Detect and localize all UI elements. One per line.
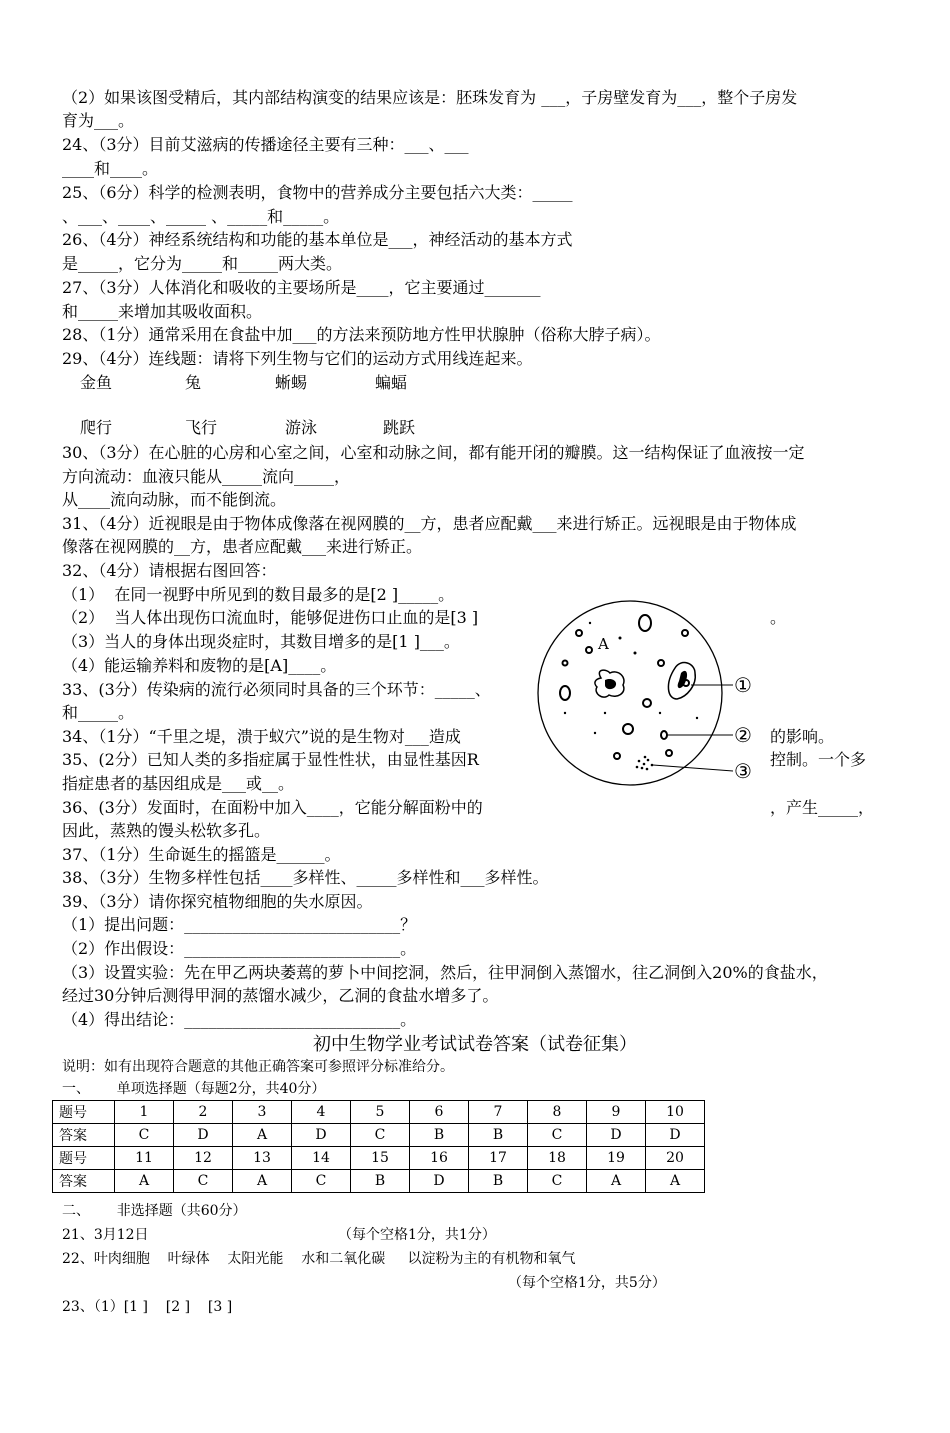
- table-cell: A: [587, 1170, 646, 1193]
- q28: 28、（1分）通常采用在食盐中加___的方法来预防地方性甲状腺肿（俗称大脖子病）。: [62, 325, 661, 344]
- red-cell: [563, 661, 568, 666]
- marker-2: ②: [734, 723, 752, 747]
- q27-line2: 和_____来增加其吸收面积。: [62, 302, 263, 321]
- q26-line2: 是_____，它分为_____和_____两大类。: [62, 254, 343, 273]
- table-cell: A: [646, 1170, 705, 1193]
- q39-item-4: （4）得出结论：___________________________。: [62, 1010, 417, 1029]
- table-cell: 19: [587, 1147, 646, 1170]
- table-cell: 20: [646, 1147, 705, 1170]
- answers-note: 说明：如有出现符合题意的其他正确答案可参照评分标准给分。: [62, 1059, 454, 1075]
- q29-motion-1: 爬行: [80, 418, 113, 437]
- q31-line2: 像落在视网膜的__方，患者应配戴___来进行矫正。: [62, 537, 423, 556]
- q32-item-3: （3）当人的身体出现炎症时，其数目增多的是[1 ]___。: [62, 632, 460, 651]
- q33-line2: 和_____。: [62, 703, 135, 722]
- table-cell: 11: [115, 1147, 174, 1170]
- q34-line1-end: 的影响。: [770, 727, 835, 746]
- table-cell: 5: [351, 1101, 410, 1124]
- table-cell: 3: [233, 1101, 292, 1124]
- red-cell: [682, 630, 688, 636]
- q39-item-1: （1）提出问题：___________________________？: [62, 915, 417, 934]
- table-cell: 10: [646, 1101, 705, 1124]
- table-cell: A: [233, 1170, 292, 1193]
- table-row: [53, 1124, 705, 1147]
- table-cell: 答案: [53, 1170, 115, 1193]
- table-cell: 题号: [53, 1101, 115, 1124]
- red-cell: [560, 686, 570, 700]
- q39-item-3-line2: 经过30分钟后测得甲洞的蒸馏水减少，乙洞的食盐水增多了。: [62, 986, 499, 1005]
- answer-22-score: （每个空格1分，共5分）: [508, 1275, 666, 1291]
- q36-line1-end: ，产生_____，: [770, 798, 875, 817]
- q35-line1: 35、(2分）已知人类的多指症属于显性性状，由显性基因R: [62, 750, 479, 769]
- table-row: [53, 1101, 705, 1124]
- red-cell: [643, 699, 651, 707]
- q29: 29、（4分）连线题：请将下列生物与它们的运动方式用线连起来。: [62, 349, 533, 368]
- table-cell: A: [233, 1124, 292, 1147]
- table-cell: D: [587, 1124, 646, 1147]
- table-cell: 16: [410, 1147, 469, 1170]
- red-cell: [586, 647, 592, 653]
- table-row: [53, 1170, 705, 1193]
- red-cell: [623, 724, 633, 734]
- q29-motion-3: 游泳: [285, 418, 318, 437]
- table-cell: C: [115, 1124, 174, 1147]
- red-cell: [661, 731, 667, 739]
- q32-item-1: （1） 在同一视野中所见到的数目最多的是[2 ]_____。: [62, 585, 455, 604]
- microscope-field-circle: [538, 601, 722, 785]
- red-cell: [639, 615, 651, 631]
- answer-table: [52, 1100, 705, 1193]
- q24-line1: 24、（3分）目前艾滋病的传播途径主要有三种：___、___: [62, 135, 469, 154]
- table-cell: B: [469, 1124, 528, 1147]
- table-cell: 18: [528, 1147, 587, 1170]
- q32: 32、（4分）请根据右图回答：: [62, 561, 277, 580]
- q32-item-2: （2） 当人体出现伤口流血时，能够促进伤口止血的是[3 ]: [62, 608, 479, 627]
- q29-motion-4: 跳跃: [383, 418, 416, 437]
- red-cell: [576, 630, 582, 636]
- q38: 38、（3分）生物多样性包括____多样性、_____多样性和___多样性。: [62, 868, 549, 887]
- table-cell: B: [469, 1170, 528, 1193]
- table-cell: C: [351, 1124, 410, 1147]
- table-cell: 题号: [53, 1147, 115, 1170]
- q33-line1: 33、(3分）传染病的流行必须同时具备的三个环节：_____、: [62, 680, 491, 699]
- q26-line1: 26、（4分）神经系统结构和功能的基本单位是___，神经活动的基本方式: [62, 230, 573, 249]
- answers-title: 初中生物学业考试试卷答案（试卷征集）: [313, 1034, 637, 1055]
- q35-line1-end: 控制。一个多: [770, 750, 867, 769]
- red-cell: [614, 753, 620, 759]
- q39-item-2: （2）作出假设：___________________________。: [62, 939, 417, 958]
- q23-part2-line1: （2）如果该图受精后，其内部结构演变的结果应该是：胚珠发育为 ___，子房壁发育为___，整个子房发: [62, 88, 798, 107]
- platelets: [636, 756, 654, 771]
- table-cell: D: [646, 1124, 705, 1147]
- answers-section-2: 二、 非选择题（共60分）: [62, 1203, 247, 1219]
- q29-animal-2: 兔: [185, 373, 202, 392]
- q24-line2: ____和____。: [62, 159, 159, 178]
- table-cell: 2: [174, 1101, 233, 1124]
- q36-line2: 因此，蒸熟的馒头松软多孔。: [62, 821, 271, 840]
- q29-motion-2: 飞行: [185, 418, 218, 437]
- blood-smear-figure: [535, 593, 770, 793]
- white-cell-nucleus: [605, 679, 616, 689]
- table-cell: 6: [410, 1101, 469, 1124]
- table-cell: 9: [587, 1101, 646, 1124]
- q34-line1: 34、（1分）“千里之堤，溃于蚁穴”说的是生物对___造成: [62, 727, 461, 746]
- q32-item-4: （4）能运输养料和废物的是[A]____。: [62, 656, 337, 675]
- table-cell: 12: [174, 1147, 233, 1170]
- q23-part2-line2: 育为___。: [62, 111, 135, 130]
- table-cell: 17: [469, 1147, 528, 1170]
- table-cell: B: [351, 1170, 410, 1193]
- answer-21-score: （每个空格1分，共1分）: [338, 1227, 496, 1243]
- q31-line1: 31、（4分）近视眼是由于物体成像落在视网膜的__方，患者应配戴___来进行矫正。远视眼是由于物体成: [62, 514, 797, 533]
- answers-section-1: 一、 单项选择题（每题2分，共40分）: [62, 1081, 326, 1097]
- answer-22: 22、叶肉细胞 叶绿体 太阳光能 水和二氧化碳 以淀粉为主的有机物和氧气: [62, 1251, 576, 1267]
- q30-line2: 方向流动：血液只能从_____流向_____，: [62, 467, 351, 486]
- red-cell: [666, 750, 672, 756]
- answer-23: 23、（1）[1 ] [2 ] [3 ]: [62, 1299, 233, 1315]
- q39: 39、（3分）请你探究植物细胞的失水原因。: [62, 892, 373, 911]
- table-cell: 7: [469, 1101, 528, 1124]
- table-cell: A: [115, 1170, 174, 1193]
- answer-21: 21、3月12日: [62, 1227, 149, 1243]
- table-cell: C: [174, 1170, 233, 1193]
- red-cell: [658, 660, 664, 666]
- table-row: [53, 1147, 705, 1170]
- marker-3: ③: [734, 759, 752, 783]
- table-cell: 14: [292, 1147, 351, 1170]
- table-cell: 13: [233, 1147, 292, 1170]
- marker-1: ①: [734, 673, 752, 697]
- q30-line1: 30、（3分）在心脏的心房和心室之间，心室和动脉之间，都有能开闭的瓣膜。这一结构保证了血液按一定: [62, 443, 805, 462]
- table-cell: D: [292, 1124, 351, 1147]
- label-a: A: [598, 635, 609, 653]
- q36-line1: 36、(3分）发面时，在面粉中加入____，它能分解面粉中的: [62, 798, 483, 817]
- table-cell: C: [292, 1170, 351, 1193]
- q39-item-3-line1: （3）设置实验：先在甲乙两块萎蔫的萝卜中间挖洞，然后，往甲洞倒入蒸馏水，往乙洞倒入20%的食盐水，: [62, 963, 828, 982]
- q29-animal-4: 蝙蝠: [375, 373, 408, 392]
- table-cell: 答案: [53, 1124, 115, 1147]
- q37: 37、（1分）生命诞生的摇篮是______。: [62, 845, 341, 864]
- table-cell: 8: [528, 1101, 587, 1124]
- table-cell: C: [528, 1124, 587, 1147]
- q27-line1: 27、（3分）人体消化和吸收的主要场所是____，它主要通过_______: [62, 278, 541, 297]
- q30-line3: 从____流向动脉，而不能倒流。: [62, 490, 287, 509]
- q32-item-2-end: 。: [770, 608, 787, 627]
- q25-line1: 25、（6分）科学的检测表明，食物中的营养成分主要包括六大类：_____: [62, 183, 573, 202]
- table-cell: C: [528, 1170, 587, 1193]
- q35-line2: 指症患者的基因组成是___或__。: [62, 774, 295, 793]
- q25-line2: 、___、____、_____ 、_____和_____。: [62, 207, 340, 226]
- q29-animal-3: 蜥蜴: [275, 373, 308, 392]
- leader-line-3: [653, 765, 733, 771]
- scattered-dots: [564, 622, 698, 734]
- table-cell: D: [174, 1124, 233, 1147]
- table-cell: 1: [115, 1101, 174, 1124]
- table-cell: D: [410, 1170, 469, 1193]
- q29-animal-1: 金鱼: [80, 373, 113, 392]
- table-cell: 15: [351, 1147, 410, 1170]
- table-cell: 4: [292, 1101, 351, 1124]
- table-cell: B: [410, 1124, 469, 1147]
